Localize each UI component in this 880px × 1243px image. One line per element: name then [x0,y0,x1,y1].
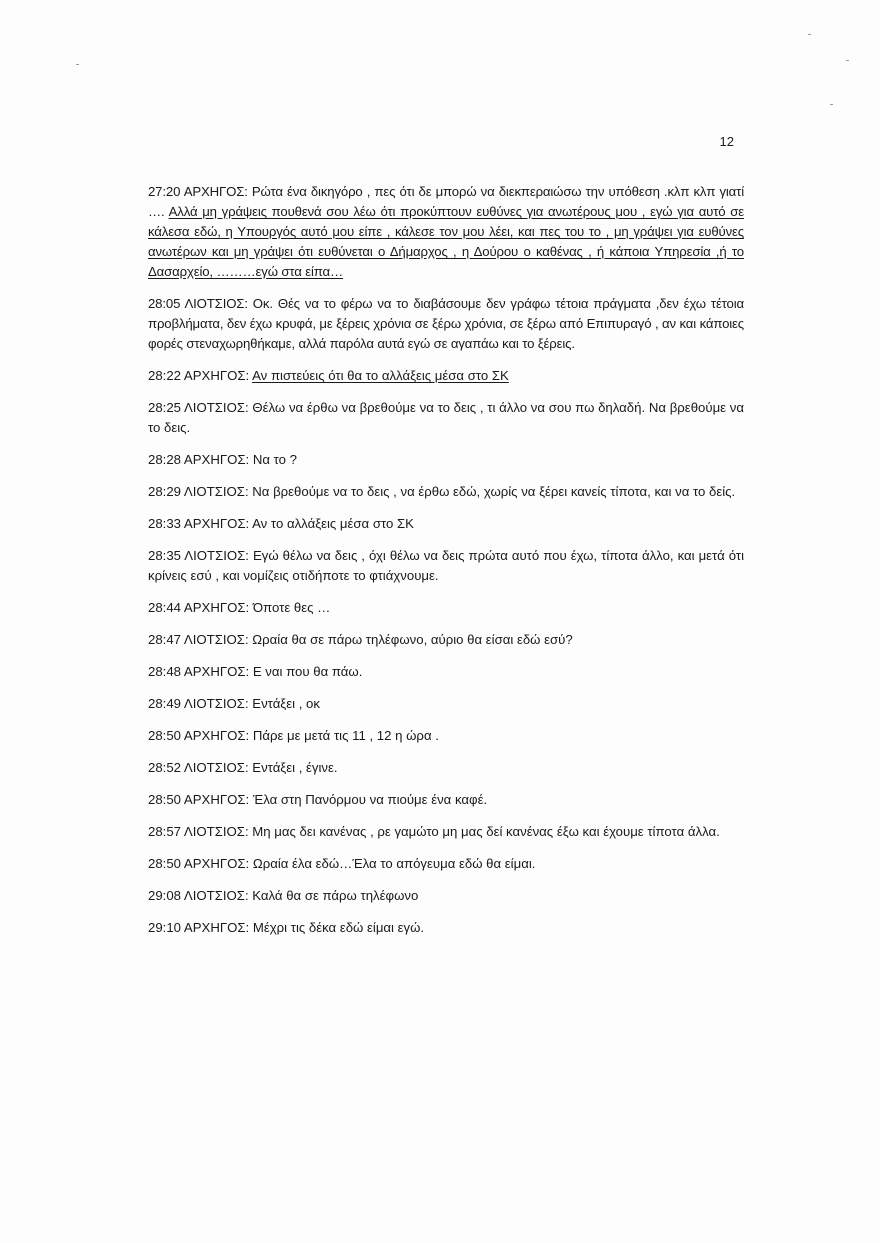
paragraph-text: 28:22 ΑΡΧΗΓΟΣ: [148,368,253,383]
paragraph-text: 28:52 ΛΙΟΤΣΙΟΣ: Εντάξει , έγινε. [148,760,338,775]
scan-speck [830,104,833,105]
transcript-paragraph [148,514,744,534]
transcript-paragraph [148,630,744,650]
paragraph-text: 28:44 ΑΡΧΗΓΟΣ: Όποτε θες … [148,600,331,615]
paragraph-text: 28:50 ΑΡΧΗΓΟΣ: Ωραία έλα εδώ…Έλα το απόγευμα εδώ θα είμαι. [148,856,536,871]
paragraph-text: 28:47 ΛΙΟΤΣΙΟΣ: Ωραία θα σε πάρω τηλέφωνο, αύριο θα είσαι εδώ εσύ? [148,632,573,647]
underlined-text: Αλλά μη γράψεις πουθενά σου λέω ότι προκύπτουν ευθύνες για ανωτέρους μου , εγώ για αυτό σε κάλεσα εδώ, η Υπουργός αυτό μου είπε , κάλεσε τον μου λέει, και πες του το , μη γράψει για ευθύνες ανωτέρων και μη γράψει ότι ευθύνεται ο Δήμαρχος , η Δούρου ο καθένας , ή κάποια Υπηρεσία ,ή το Δασαρχείο, ………εγώ στα είπα… [148,204,744,279]
paragraph-text: 27:20 ΑΡΧΗΓΟΣ: Ρώτα ένα δικηγόρο , πες ότι δε μπορώ να διεκπεραιώσω την υπόθεση .κλπ κλπ γιατί …. [148,184,744,219]
transcript-paragraph [148,726,744,746]
transcript-paragraph [148,398,744,438]
transcript-paragraph [148,854,744,874]
transcript-paragraph [148,758,744,778]
paragraph-text: 28:35 ΛΙΟΤΣΙΟΣ: Εγώ θέλω να δεις , όχι θέλω να δεις πρώτα αυτό που έχω, τίποτα άλλο, και μετά ότι κρίνεις εσύ , και νομίζεις οτιδήποτε το φτιάχνουμε. [148,548,744,583]
paragraph-text: 28:28 ΑΡΧΗΓΟΣ: Να το ? [148,452,298,467]
paragraph-text: 28:05 ΛΙΟΤΣΙΟΣ: Οκ. Θές να το φέρω να το διαβάσουμε δεν γράφω τέτοια πράγματα ,δεν έχω τέτοια προβλήματα, δεν έχω κρυφά, με ξέρεις χρόνια σε ξέρω χρόνια, σε ξέρω από Επιπυραγό , αν και κάποιες φορές στεναχωρηθήκαμε, αλλά παρόλα αυτά εγώ σε αγαπάω και το ξέρεις. [148,296,744,351]
transcript-paragraph [148,294,744,354]
paragraph-text: 28:57 ΛΙΟΤΣΙΟΣ: Μη μας δει κανένας , ρε γαμώτο μη μας δεί κανένας έξω και έχουμε τίποτα άλλα. [148,824,720,839]
scan-speck [808,34,811,35]
transcript-paragraph [148,450,744,470]
transcript-paragraph [148,694,744,714]
transcript-paragraph [148,662,744,682]
paragraph-text: 29:08 ΛΙΟΤΣΙΟΣ: Καλά θα σε πάρω τηλέφωνο [148,888,419,903]
transcript-body [148,182,744,950]
transcript-paragraph [148,822,744,842]
paragraph-text: 28:50 ΑΡΧΗΓΟΣ: Έλα στη Πανόρμου να πιούμε ένα καφέ. [148,792,488,807]
transcript-paragraph [148,366,744,386]
paragraph-text: 29:10 ΑΡΧΗΓΟΣ: Μέχρι τις δέκα εδώ είμαι εγώ. [148,920,425,935]
paragraph-text: 28:25 ΛΙΟΤΣΙΟΣ: Θέλω να έρθω να βρεθούμε να το δεις , τι άλλο να σου πω δηλαδή. Να βρεθούμε να το δεις. [148,400,744,435]
transcript-paragraph [148,546,744,586]
paragraph-text: 28:50 ΑΡΧΗΓΟΣ: Πάρε με μετά τις 11 , 12 η ώρα . [148,728,439,743]
transcript-paragraph [148,182,744,282]
paragraph-text: 28:49 ΛΙΟΤΣΙΟΣ: Εντάξει , οκ [148,696,320,711]
underlined-text: Αν πιστεύεις ότι θα το αλλάξεις μέσα στο ΣΚ [252,368,509,383]
paragraph-text: 28:33 ΑΡΧΗΓΟΣ: Αν το αλλάξεις μέσα στο ΣΚ [148,516,414,531]
scan-speck [76,64,79,65]
transcript-paragraph [148,482,744,502]
page-number: 12 [719,134,734,149]
paragraph-text: 28:48 ΑΡΧΗΓΟΣ: Ε ναι που θα πάω. [148,664,363,679]
transcript-paragraph [148,790,744,810]
paragraph-text: 28:29 ΛΙΟΤΣΙΟΣ: Να βρεθούμε να το δεις , να έρθω εδώ, χωρίς να ξέρει κανείς τίποτα, και να το δείς. [148,484,736,499]
transcript-paragraph [148,918,744,938]
transcript-paragraph [148,886,744,906]
transcript-paragraph [148,598,744,618]
scan-speck [846,60,849,61]
